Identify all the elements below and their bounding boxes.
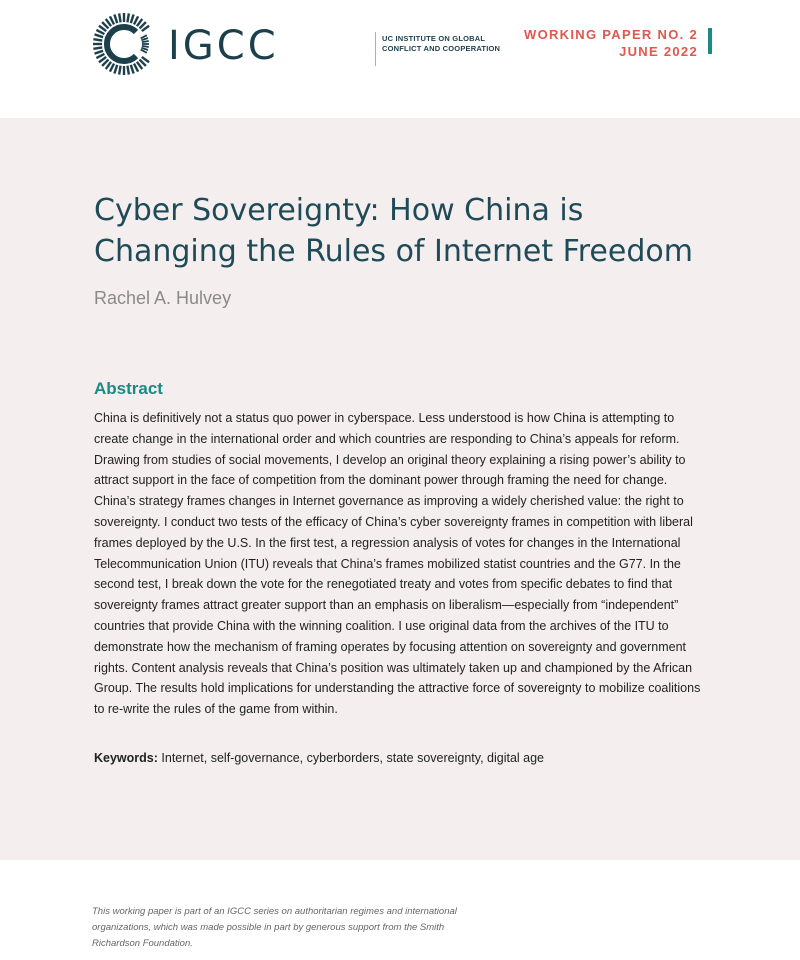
footer bbox=[0, 860, 800, 960]
emblem-ray bbox=[95, 51, 104, 54]
emblem-inner-ray bbox=[142, 41, 149, 42]
paper-meta bbox=[524, 26, 698, 60]
cover-panel bbox=[0, 118, 800, 860]
page-title: Cyber Sovereignty: How China is Changing the Rules of Internet Freedom bbox=[94, 193, 693, 269]
emblem-ray bbox=[93, 47, 102, 48]
emblem-ray bbox=[134, 64, 138, 72]
logo-divider bbox=[375, 32, 376, 66]
emblem-ray bbox=[131, 15, 134, 24]
logo-tagline: UC INSTITUTE ON GLOBAL CONFLICT AND COOPERATION bbox=[382, 34, 501, 53]
emblem-ray bbox=[131, 65, 134, 74]
emblem-inner-ray bbox=[142, 46, 149, 47]
abstract-body bbox=[94, 408, 704, 720]
accent-bar bbox=[708, 28, 712, 54]
emblem-ray bbox=[114, 15, 117, 24]
igcc-emblem-icon bbox=[92, 12, 156, 76]
emblem-ray bbox=[127, 66, 128, 75]
emblem-ray bbox=[93, 39, 102, 40]
funding-note: This working paper is part of an IGCC series on authoritarian regimes and international organizations, which was made possible in part by generous support from the Smith Richardson Foundation. bbox=[92, 906, 457, 949]
emblem-ray bbox=[96, 54, 104, 58]
emblem-ray bbox=[127, 13, 128, 22]
paper-date: JUNE 2022 bbox=[619, 44, 698, 59]
keywords-label: Keywords: bbox=[94, 751, 158, 765]
author-name: Rachel A. Hulvey bbox=[94, 288, 232, 308]
emblem-ray bbox=[110, 64, 114, 72]
emblem-ray bbox=[95, 34, 104, 37]
emblem-ray bbox=[134, 16, 138, 24]
emblem-arc bbox=[107, 27, 136, 61]
logo-wordmark: IGCC bbox=[168, 23, 279, 69]
abstract-heading: Abstract bbox=[94, 379, 163, 398]
emblem-ray bbox=[114, 65, 117, 74]
keywords-list: Internet, self-governance, cyberborders, state sovereignty, digital age bbox=[161, 751, 545, 765]
abstract-text: China is definitively not a status quo power in cyberspace. Less understood is how China is attempting to create change in the international order and which countries are responding to China’s appeals for reform. Drawing from studies of social movements, I develop an original theory explaining a rising power’s ability to attract support in the face of competition from the dominant power through framing the need for change. China’s strategy frames changes in Internet governance as improving a widely cherished value: the right to sovereignty. I conduct two tests of the efficacy of China’s cyber sovereignty frames in competition with liberal frames deployed by the U.S. In the first test, a regression analysis of votes for changes in the International Telecommunication Union (ITU) reveals that China’s frames mobilized statist countries and the G77. In the second test, I break down the vote for the renegotiated treaty and votes from specific debates to find that sovereignty frames attract greater support than an emphasis on liberalism—especially from “independent” countries that provide China with the winning coalition. I use original data from the archives of the ITU to demonstrate how the mechanism of framing operates by focusing attention on sovereignty and government rights. Content analysis reveals that China’s position was ultimately taken up and championed by the African Group. The results hold implications for understanding the attractive force of sovereignty to mobilize coalitions to re-write the rules of the game from within. bbox=[94, 411, 701, 717]
paper-number: WORKING PAPER NO. 2 bbox=[524, 27, 698, 42]
emblem-ray bbox=[110, 16, 114, 24]
emblem-ray bbox=[119, 13, 120, 22]
header bbox=[0, 0, 800, 118]
emblem-ray bbox=[119, 66, 120, 75]
keywords bbox=[94, 751, 544, 765]
emblem-ray bbox=[96, 30, 104, 34]
igcc-logo[interactable] bbox=[92, 12, 501, 76]
